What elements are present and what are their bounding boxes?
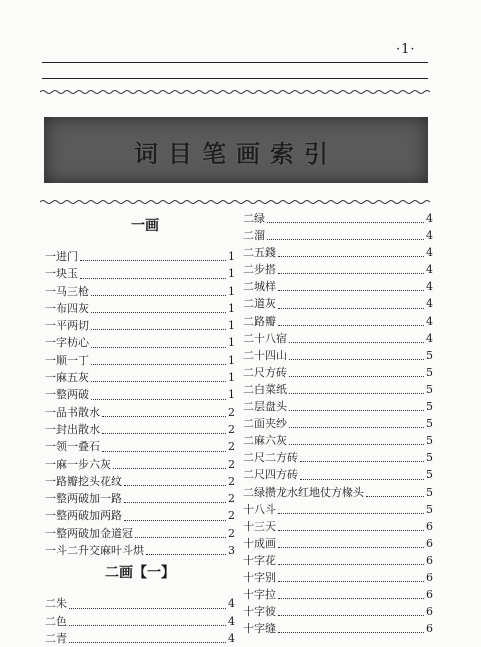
dot-leader xyxy=(91,393,226,400)
entry-term: 一斗二升交麻叶斗烘 xyxy=(45,544,144,558)
index-entry xyxy=(243,449,433,466)
dot-leader xyxy=(124,479,226,486)
dot-leader xyxy=(278,319,424,326)
entry-page-number: 1 xyxy=(228,388,235,402)
dot-leader xyxy=(91,341,226,348)
dot-leader xyxy=(91,306,226,313)
index-entry xyxy=(243,620,433,637)
index-entry xyxy=(45,300,235,317)
entry-term: 一封出散水 xyxy=(45,422,100,436)
entry-page-number: 5 xyxy=(426,365,433,379)
index-entry xyxy=(243,466,433,483)
entry-term: 二十八宿 xyxy=(243,331,287,345)
entry-term: 一布四灰 xyxy=(45,301,89,315)
index-entry xyxy=(243,330,433,347)
entry-term: 二青 xyxy=(45,631,67,645)
entry-page-number: 4 xyxy=(228,597,235,611)
entry-term: 二城样 xyxy=(243,280,276,294)
entry-page-number: 6 xyxy=(426,605,433,619)
entry-page-number: 4 xyxy=(426,263,433,277)
entry-page-number: 1 xyxy=(228,284,235,298)
dot-leader xyxy=(124,496,226,503)
entry-page-number: 4 xyxy=(426,314,433,328)
dot-leader xyxy=(278,507,424,514)
entry-term: 二绿 xyxy=(243,212,265,225)
dot-leader xyxy=(366,490,424,497)
dot-leader xyxy=(278,609,424,616)
index-entry xyxy=(243,381,433,398)
index-entry xyxy=(243,535,433,552)
entry-term: 二溜 xyxy=(243,229,265,243)
entry-term: 一整两破 xyxy=(45,388,89,402)
entry-term: 二五錢 xyxy=(243,246,276,260)
entry-page-number: 2 xyxy=(228,492,235,506)
banner-title: 词目笔画索引 xyxy=(134,140,338,168)
entry-page-number: 1 xyxy=(228,267,235,281)
index-entry xyxy=(243,586,433,603)
index-entry xyxy=(243,278,433,295)
index-entry xyxy=(243,501,433,518)
entry-term: 二层盘头 xyxy=(243,400,287,414)
index-entry xyxy=(243,415,433,432)
entry-term: 二尺二方砖 xyxy=(243,451,298,465)
entry-page-number: 5 xyxy=(426,468,433,482)
entry-page-number: 4 xyxy=(426,280,433,294)
index-entry xyxy=(45,542,235,559)
entry-term: 一整两破加金道冠 xyxy=(45,526,133,540)
dot-leader xyxy=(278,575,424,582)
index-entry xyxy=(45,595,235,612)
entry-page-number: 5 xyxy=(426,485,433,499)
dot-leader xyxy=(278,302,424,309)
entry-page-number: 2 xyxy=(228,422,235,436)
entry-page-number: 6 xyxy=(426,570,433,584)
entry-page-number: 5 xyxy=(426,451,433,465)
index-list-one-stroke xyxy=(45,248,235,559)
dot-leader xyxy=(267,216,424,223)
index-entry xyxy=(243,552,433,569)
entry-page-number: 1 xyxy=(228,371,235,385)
dot-leader xyxy=(289,353,424,360)
dot-leader xyxy=(69,619,226,626)
entry-page-number: 5 xyxy=(426,400,433,414)
entry-page-number: 1 xyxy=(228,353,235,367)
dot-leader xyxy=(102,410,226,417)
index-entry xyxy=(243,364,433,381)
entry-page-number: 2 xyxy=(228,405,235,419)
entry-term: 二朱 xyxy=(45,597,67,611)
index-entry xyxy=(45,473,235,490)
index-entry xyxy=(45,613,235,630)
entry-term: 一马三枪 xyxy=(45,284,89,298)
dot-leader xyxy=(289,404,424,411)
top-wavy-rule xyxy=(40,89,430,95)
page-number: ·1· xyxy=(396,42,416,57)
dot-leader xyxy=(124,514,226,521)
stroke-heading-two: 二画【一】 xyxy=(105,565,175,582)
entry-page-number: 4 xyxy=(426,212,433,225)
entry-term: 十字缝 xyxy=(243,622,276,636)
entry-page-number: 1 xyxy=(228,250,235,263)
entry-page-number: 5 xyxy=(426,382,433,396)
index-list-two-stroke xyxy=(45,595,235,647)
dot-leader xyxy=(278,626,424,633)
index-entry xyxy=(243,210,433,227)
dot-leader xyxy=(91,358,226,365)
dot-leader xyxy=(80,272,226,279)
index-entry xyxy=(45,490,235,507)
index-entry xyxy=(45,283,235,300)
entry-page-number: 2 xyxy=(228,509,235,523)
entry-term: 二麻六灰 xyxy=(243,434,287,448)
index-entry xyxy=(243,244,433,261)
index-entry xyxy=(243,227,433,244)
entry-term: 十八斗 xyxy=(243,502,276,516)
index-entry xyxy=(45,386,235,403)
entry-page-number: 5 xyxy=(426,502,433,516)
dot-leader xyxy=(289,387,424,394)
entry-term: 一进门 xyxy=(45,250,78,263)
entry-term: 一麻五灰 xyxy=(45,371,89,385)
dot-leader xyxy=(289,370,424,377)
entry-page-number: 2 xyxy=(228,457,235,471)
entry-term: 一字枋心 xyxy=(45,336,89,350)
index-entry xyxy=(45,421,235,438)
index-entry xyxy=(45,248,235,265)
entry-page-number: 4 xyxy=(426,331,433,345)
entry-term: 二步搭 xyxy=(243,263,276,277)
dot-leader xyxy=(278,592,424,599)
entry-page-number: 5 xyxy=(426,348,433,362)
dot-leader xyxy=(69,602,226,609)
entry-page-number: 4 xyxy=(426,246,433,260)
left-index-column xyxy=(45,216,235,647)
right-index-column xyxy=(243,210,433,637)
index-entry xyxy=(45,525,235,542)
entry-page-number: 6 xyxy=(426,519,433,533)
entry-term: 一块玉 xyxy=(45,267,78,281)
entry-page-number: 4 xyxy=(426,297,433,311)
index-entry xyxy=(45,317,235,334)
entry-term: 二十四山 xyxy=(243,348,287,362)
stroke-heading-one: 一画 xyxy=(131,218,159,234)
index-entry xyxy=(243,313,433,330)
entry-term: 十字拉 xyxy=(243,588,276,602)
entry-term: 二道灰 xyxy=(243,297,276,311)
entry-page-number: 2 xyxy=(228,440,235,454)
index-entry xyxy=(243,569,433,586)
entry-page-number: 3 xyxy=(228,544,235,558)
dot-leader xyxy=(278,267,424,274)
entry-term: 一品书散水 xyxy=(45,405,100,419)
index-banner xyxy=(44,117,428,183)
dot-leader xyxy=(289,421,424,428)
dot-leader xyxy=(113,462,226,469)
index-entry xyxy=(45,404,235,421)
dot-leader xyxy=(300,473,424,480)
entry-page-number: 6 xyxy=(426,622,433,636)
index-entry xyxy=(243,432,433,449)
index-entry xyxy=(243,347,433,364)
entry-term: 二尺方砖 xyxy=(243,365,287,379)
entry-page-number: 5 xyxy=(426,417,433,431)
index-entry xyxy=(243,603,433,620)
entry-page-number: 6 xyxy=(426,536,433,550)
entry-page-number: 4 xyxy=(426,229,433,243)
index-list-continued xyxy=(243,210,433,637)
entry-page-number: 1 xyxy=(228,319,235,333)
entry-page-number: 1 xyxy=(228,336,235,350)
entry-term: 十三天 xyxy=(243,519,276,533)
index-entry xyxy=(45,630,235,647)
dot-leader xyxy=(135,531,226,538)
top-rule-thick xyxy=(42,62,428,63)
entry-term: 十字别 xyxy=(243,570,276,584)
dot-leader xyxy=(278,250,424,257)
entry-page-number: 4 xyxy=(228,614,235,628)
entry-term: 一整两破加两路 xyxy=(45,509,122,523)
entry-page-number: 2 xyxy=(228,474,235,488)
index-entry xyxy=(45,456,235,473)
entry-term: 二路瓣 xyxy=(243,314,276,328)
entry-term: 二尺四方砖 xyxy=(243,468,298,482)
index-entry xyxy=(243,261,433,278)
entry-term: 二白菜纸 xyxy=(243,382,287,396)
dot-leader xyxy=(278,524,424,531)
entry-page-number: 1 xyxy=(228,301,235,315)
index-entry xyxy=(243,398,433,415)
top-rule-thin xyxy=(42,78,428,79)
entry-page-number: 6 xyxy=(426,553,433,567)
dot-leader xyxy=(278,558,424,565)
entry-term: 二色 xyxy=(45,614,67,628)
dot-leader xyxy=(91,289,226,296)
index-entry xyxy=(45,438,235,455)
index-entry xyxy=(45,507,235,524)
entry-term: 十字花 xyxy=(243,553,276,567)
entry-term: 一平两切 xyxy=(45,319,89,333)
dot-leader xyxy=(289,438,424,445)
entry-term: 二面夹纱 xyxy=(243,417,287,431)
entry-term: 十成画 xyxy=(243,536,276,550)
entry-term: 一领一叠石 xyxy=(45,440,100,454)
dot-leader xyxy=(91,323,226,330)
dot-leader xyxy=(300,455,424,462)
dot-leader xyxy=(267,233,424,240)
entry-page-number: 2 xyxy=(228,526,235,540)
index-entry xyxy=(45,265,235,282)
entry-page-number: 4 xyxy=(228,631,235,645)
index-entry xyxy=(243,295,433,312)
entry-term: 十字彼 xyxy=(243,605,276,619)
entry-term: 一麻一步六灰 xyxy=(45,457,111,471)
dot-leader xyxy=(146,548,226,555)
entry-page-number: 6 xyxy=(426,588,433,602)
dot-leader xyxy=(80,254,226,261)
dot-leader xyxy=(278,284,424,291)
index-entry xyxy=(45,369,235,386)
dot-leader xyxy=(69,636,226,643)
entry-term: 一顺一丁 xyxy=(45,353,89,367)
entry-term: 一路瓣挖头花纹 xyxy=(45,474,122,488)
index-entry xyxy=(243,484,433,501)
dot-leader xyxy=(278,541,424,548)
bottom-wavy-rule xyxy=(40,199,430,205)
index-entry xyxy=(45,334,235,351)
dot-leader xyxy=(102,427,226,434)
entry-term: 一整两破加一路 xyxy=(45,492,122,506)
dot-leader xyxy=(91,375,226,382)
dot-leader xyxy=(102,445,226,452)
index-entry xyxy=(243,518,433,535)
dot-leader xyxy=(289,336,424,343)
index-entry xyxy=(45,352,235,369)
entry-term: 二绿攒龙水红地仗方椽头 xyxy=(243,485,364,499)
entry-page-number: 5 xyxy=(426,434,433,448)
